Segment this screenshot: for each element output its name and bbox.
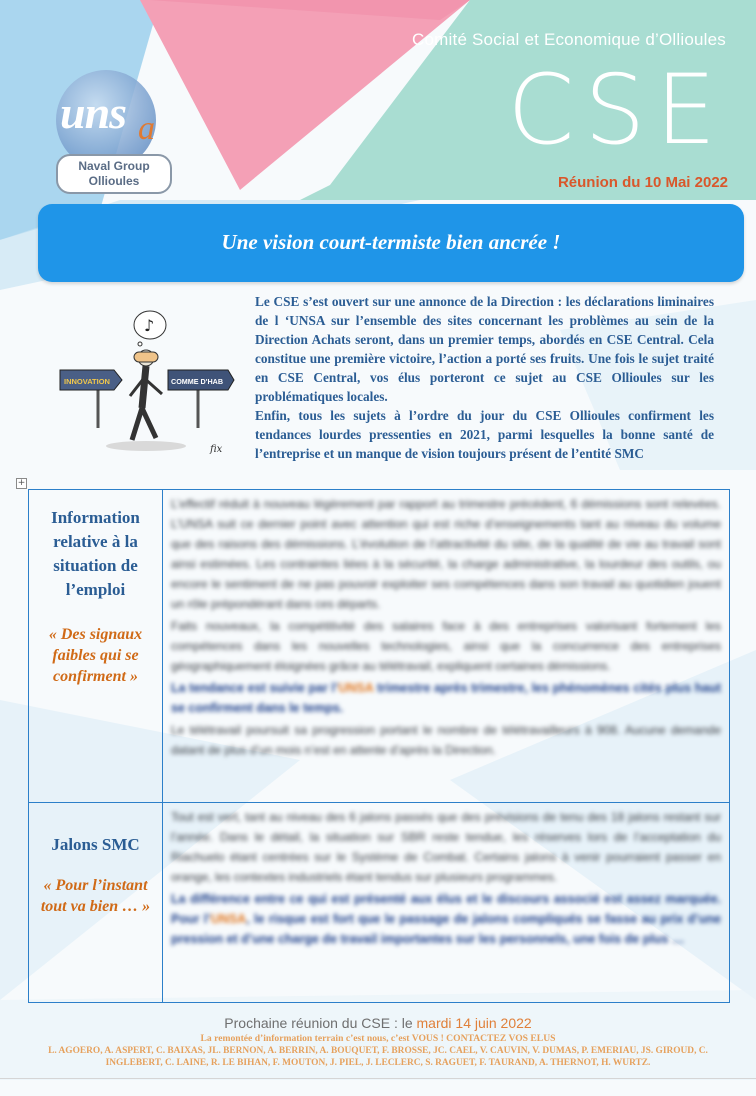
row-title-employment: Information relative à la situation de l’emploi — [51, 508, 140, 599]
row-content-jalons — [171, 807, 721, 951]
cartoon-illustration — [58, 300, 238, 460]
logo-accent-letter: a — [138, 110, 155, 147]
headline-title: Une vision court-termiste bien ancrée ! — [221, 230, 561, 254]
intro-text — [255, 292, 714, 463]
employment-paragraph-1: L’effectif réduit à nouveau légèrement par rapport au trimestre précédent, 6 démissions sont relevées. L’UNSA suit ce dernier point avec attention qui est riche d’enseignements tant au niveau du volume que des raisons des démissions. L’évolution de l’attractivité du site, de la qualité de vie au travail sont ainsi estimées. Les contraintes liées à la sécurité, la charge administrative, la lourdeur des outils, ou encore le sentiment de ne pas pouvoir exploiter ses compétences dans son travail au quotidien jouent un rôle prépondérant dans ces départs. — [171, 497, 721, 611]
meeting-date: Réunion du 10 Mai 2022 — [557, 174, 728, 191]
row-content-cell — [163, 490, 729, 802]
jalons-p2-end: , le risque est fort que le passage de jalons compliqués se fasse au prix d’une pression et d’une charge de travail importantes sur les personnels, une fois de plus … — [171, 912, 721, 946]
next-meeting — [0, 1015, 756, 1031]
svg-text:♪: ♪ — [144, 316, 155, 335]
jalons-p2-start: La différence entre ce qui est présenté aux élus et le discours associé est assez marquée. Pour l’ — [171, 892, 721, 926]
employment-p3-start: La tendance est suivie par l’ — [171, 681, 339, 695]
employment-paragraph-4: Le télétravail poursuit sa progression portant le nombre de télétravailleurs à 908. Aucune demande datant de plus d’un mois n’est en attente d’après la Direction. — [171, 723, 721, 757]
logo-main-text: uns — [60, 87, 127, 138]
bottom-divider — [0, 1078, 756, 1079]
employment-p3-end: trimestre après trimestre, les phénomènes cités plus haut se confirment dans le temps. — [171, 681, 722, 715]
sign-innovation: INNOVATION — [64, 377, 110, 386]
intro-paragraph-2: Enfin, tous les sujets à l’ordre du jour du CSE Ollioules confirment les tendances lourdes pressenties en 2021, parmi lesquelles la bonne santé de l’entreprise et un manque de vision toujours présent de l’entité SMC — [255, 408, 714, 461]
org-name: Comité Social et Economique d’Ollioules — [412, 30, 726, 49]
employment-paragraph-3 — [171, 678, 721, 718]
sign-comme-dhab: COMME D'HAB — [171, 377, 224, 386]
row-content-cell — [163, 803, 729, 1002]
contact-tagline: La remontée d’information terrain c’est nous, c’est VOUS ! CONTACTEZ VOS ELUS — [200, 1033, 556, 1044]
unsa-logo — [54, 64, 172, 192]
row-title-jalons: Jalons SMC — [51, 835, 140, 854]
artist-signature: fix — [210, 444, 223, 455]
jalons-paragraph-1: Tout est vert, tant au niveau des 6 jalons passés que des prévisions de tenu des 18 jalons restant sur l’année. Dans le détail, la situation sur SBR reste tendue, les réserves lors de l’acceptation du Riachuelo étant centrées sur le Système de Combat. Certains jalons à venir pourraient passer en orange, les contextes industriels étant tendus sur plusieurs programmes. — [171, 810, 721, 884]
row-quote-jalons: « Pour l’instant tout va bien … » — [40, 877, 151, 915]
next-meeting-prefix: Prochaine réunion du CSE : le — [224, 1015, 417, 1031]
headline-banner — [38, 204, 744, 282]
table-row — [29, 490, 729, 803]
info-table — [28, 489, 730, 1003]
elected-members-list: L. AGOERO, A. ASPERT, C. BAIXAS, JL. BERNON, A. BERRIN, A. BOUQUET, F. BROSSE, JC. CAEL, V. CAUVIN, V. DUMAS, P. EMERIAU, JS. GIROUD, C. INGLEBERT, C. LAINE, R. LE BIHAN, F. MOUTON, J. PIEL, J. LECLERC, S. RAGUET, F. TAURAND, A. THERNOT, H. WURTZ. — [48, 1046, 708, 1068]
row-heading-cell — [29, 490, 163, 802]
table-row — [29, 803, 729, 1002]
employment-p3-unsa: UNSA — [338, 681, 374, 695]
cse-title: CSE — [507, 54, 726, 166]
jalons-p2-unsa: UNSA — [210, 912, 247, 926]
row-heading-cell — [29, 803, 163, 1002]
jalons-paragraph-2 — [171, 889, 721, 949]
employment-paragraph-2: Faits nouveaux, la compétitivité des salaires face à des entreprises valorisant fortement les compétences dans les nouvelles technologies, ainsi que la concurrence des entreprises géographiquement éloignées grâce au télétravail, expliquent certaines démissions. — [171, 619, 721, 673]
next-meeting-date: mardi 14 juin 2022 — [416, 1015, 532, 1031]
row-quote-employment: « Des signaux faibles qui se confirment » — [48, 626, 143, 685]
logo-badge — [56, 154, 172, 194]
logo-line1: Naval Group — [78, 159, 150, 173]
intro-paragraph-1: Le CSE s’est ouvert sur une annonce de la Direction : les déclarations liminaires de l ‘UNSA sur l’ensemble des sites concernant les problèmes au sein de la Direction Achats seront, dans un premier temps, abordés en CSE Central. Cela constitue une première victoire, l’action a porté ses fruits. Une fois le sujet traité en CSE Central, vos élus porteront ce sujet au CSE Ollioules sur les problématiques locales. — [255, 294, 714, 404]
table-anchor-icon[interactable]: + — [17, 478, 26, 488]
logo-line2: Ollioules — [88, 174, 140, 188]
row-content-employment — [171, 494, 721, 762]
